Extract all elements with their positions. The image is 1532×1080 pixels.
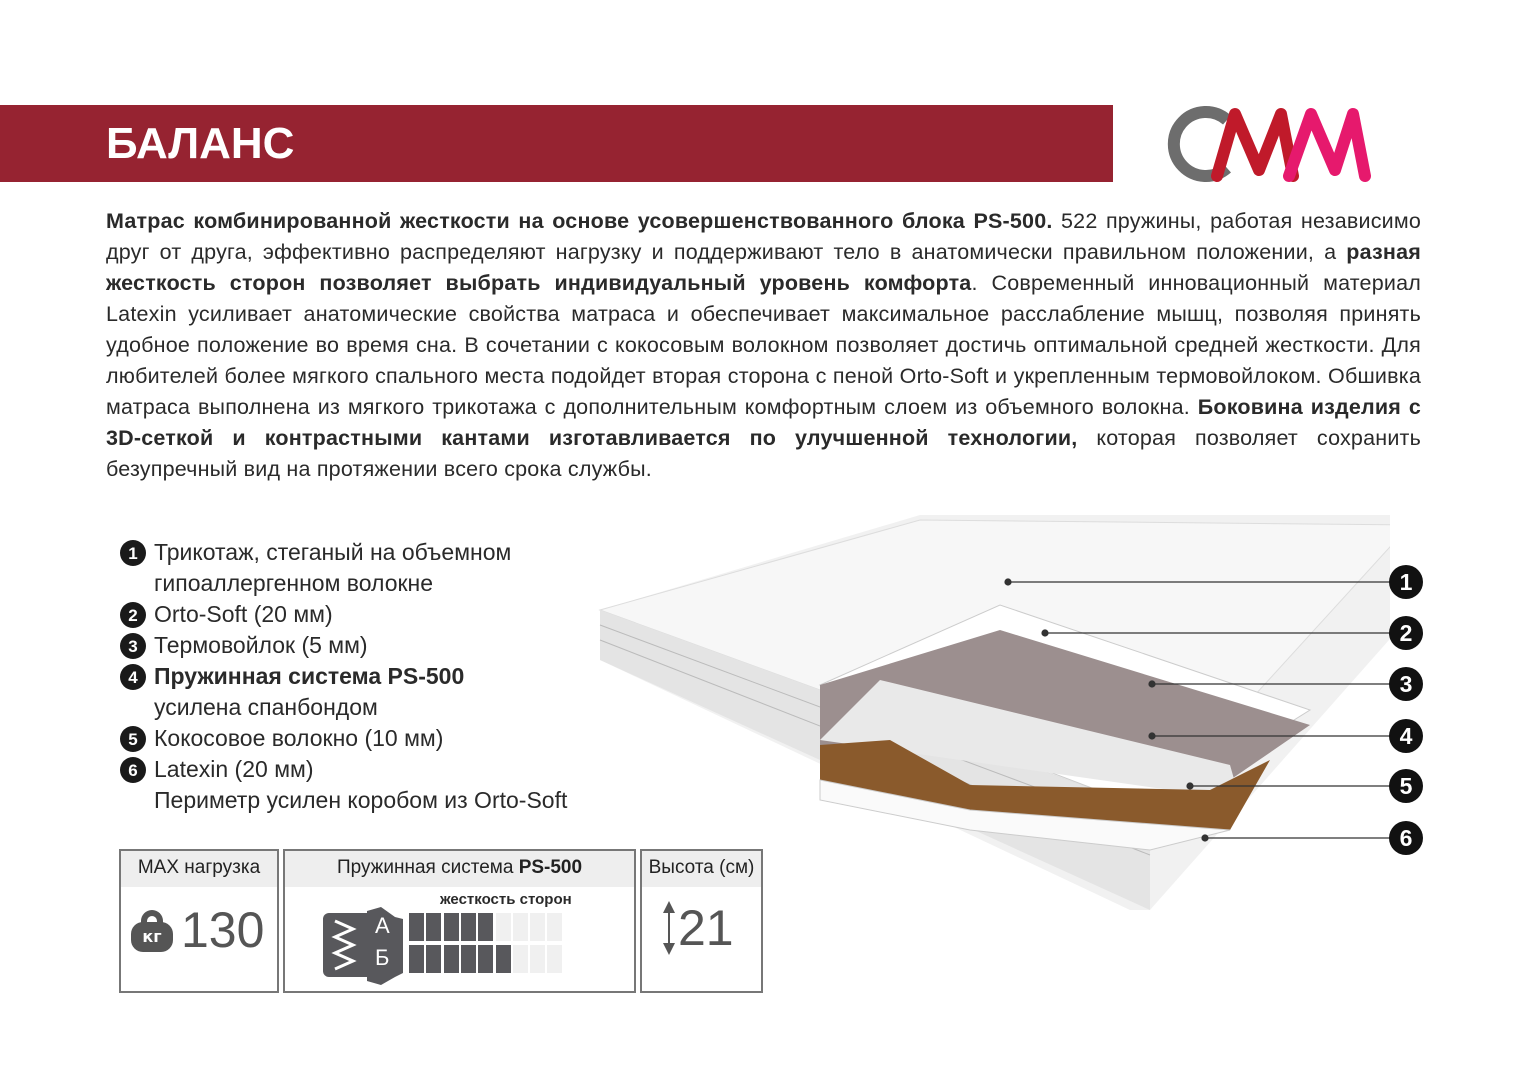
firmness-cell: [461, 913, 476, 941]
layer-sublabel: усилена спанбондом: [154, 694, 378, 720]
height-value: 21: [678, 900, 734, 956]
side-label: А: [375, 913, 390, 938]
layer-label: Трикотаж, стеганый на объемном: [154, 539, 512, 565]
callout-badge: 3: [1389, 667, 1423, 701]
description-segment: которая позволяет сохранить безупречный вид на протяжении всего срока службы.: [106, 426, 1421, 481]
callout-badge: 2: [1389, 616, 1423, 650]
max-load-box: [119, 849, 279, 993]
layer-label: Latexin (20 мм): [154, 756, 314, 782]
firmness-cell: [478, 913, 493, 941]
callout-badge: 6: [1389, 821, 1423, 855]
layer-sublabel: Периметр усилен коробом из Orto-Soft: [154, 787, 568, 813]
description-segment: . Современный инновационный материал Latexin усиливает анатомические свойства матраса и обеспечивает максимальное расслабление мышц, позволяя принять удобное положение во время сна. В сочетании с кокосовым волокном позволяет достичь оптимальной средней жесткости. Для любителей более мягкого спального места подойдет вторая сторона с пеной Orto-Soft и укрепленным термовойлоком. Обшивка матраса выполнена из мягкого трикотажа с дополнительным комфортным слоем из объемного волокна.: [106, 271, 1421, 419]
page-title: БАЛАНС: [106, 119, 295, 168]
side-label: Б: [375, 945, 390, 970]
spring-system-box: [283, 849, 636, 993]
layer-sublabel: гипоаллергенном волокне: [154, 570, 434, 596]
spring-icon: [323, 907, 405, 985]
firmness-cell: [444, 913, 459, 941]
callout-badge: 4: [1389, 719, 1423, 753]
description-segment: разная жесткость сторон позволяет выбрать индивидуальный уровень комфорта: [106, 240, 1421, 295]
firmness-cell: [530, 945, 545, 973]
firmness-cell: [426, 913, 441, 941]
layer-label: Кокосовое волокно (10 мм): [154, 725, 444, 751]
layer-number-badge: 3: [120, 633, 146, 659]
layer-number-badge: 1: [120, 540, 146, 566]
layer-label: Orto-Soft (20 мм): [154, 601, 333, 627]
firmness-cell: [426, 945, 441, 973]
firmness-cell: [409, 913, 424, 941]
firmness-cell: [513, 913, 528, 941]
firmness-cell: [496, 913, 511, 941]
layer-number-badge: 4: [120, 664, 146, 690]
height-arrow-icon: [660, 901, 678, 955]
description-segment: 522 пружины, работая независимо друг от друга, эффективно распределяют нагрузку и поддерживают тело в анатомически правильном положении, а: [106, 209, 1421, 264]
firmness-cell: [530, 913, 545, 941]
height-box: [640, 849, 763, 993]
firmness-cell: [461, 945, 476, 973]
layer-label: Термовойлок (5 мм): [154, 632, 368, 658]
spring-system-header: Пружинная система PS-500: [285, 851, 634, 887]
firmness-cell: [444, 945, 459, 973]
firmness-caption: жесткость сторон: [440, 891, 572, 908]
layer-label: Пружинная система PS-500: [154, 663, 465, 689]
description-segment: Боковина изделия с 3D-сеткой и контрастными кантами изготавливается по улучшенной технологии,: [106, 395, 1421, 450]
firmness-cell: [478, 945, 493, 973]
max-load-header: MAX нагрузка: [121, 851, 277, 887]
firmness-cell: [547, 913, 562, 941]
callout-badge: 1: [1389, 565, 1423, 599]
height-header: Высота (см): [642, 851, 761, 887]
firmness-cell: [496, 945, 511, 973]
firmness-cell: [513, 945, 528, 973]
description-segment: Матрас комбинированной жесткости на основе усовершенствованного блока PS-500.: [106, 209, 1053, 233]
layer-number-badge: 5: [120, 726, 146, 752]
layer-number-badge: 6: [120, 757, 146, 783]
weight-unit: кг: [131, 922, 173, 952]
max-load-value: 130: [181, 902, 265, 958]
firmness-cell: [409, 945, 424, 973]
firmness-cell: [547, 945, 562, 973]
weight-icon: [131, 910, 173, 950]
callout-badge: 5: [1389, 769, 1423, 803]
layer-number-badge: 2: [120, 602, 146, 628]
